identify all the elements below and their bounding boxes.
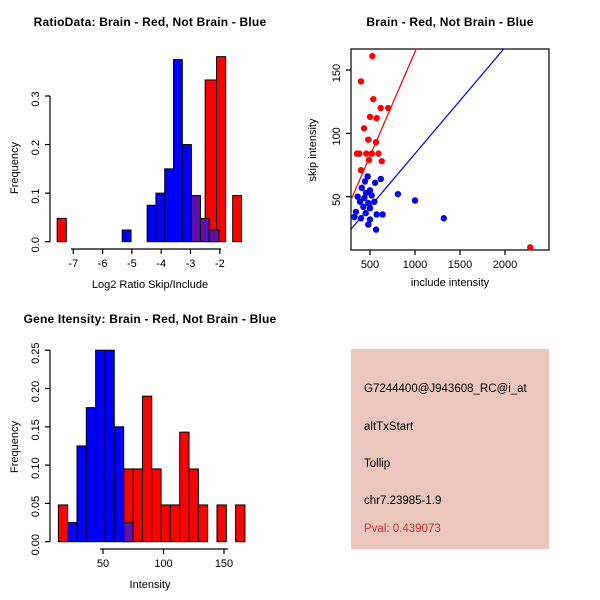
x-tick-label: 500: [360, 259, 380, 271]
brain-histogram-bar: [205, 80, 216, 242]
gene-intensity-histogram-panel: [0, 300, 300, 600]
x-tick-label: -6: [97, 258, 108, 270]
overlap-histogram-bar: [209, 230, 219, 242]
brain-point: [385, 105, 391, 111]
not-brain-histogram-bar: [156, 193, 165, 242]
gene-histogram-xlabel: Intensity: [129, 579, 171, 591]
brain-point: [358, 78, 364, 84]
brain-histogram-bar: [198, 505, 207, 542]
x-tick-label: 150: [214, 558, 234, 570]
pvalue: Pval: 0.439073: [364, 523, 441, 535]
genomic-location: chr7.23985-1.9: [364, 495, 442, 507]
brain-point: [361, 125, 367, 131]
info-panel: [351, 349, 549, 549]
brain-histogram-bar: [180, 432, 189, 542]
y-tick-label: 0.05: [30, 495, 42, 518]
brain-point: [375, 150, 381, 156]
ratio-histogram-ylabel: Frequency: [9, 142, 21, 194]
brain-point: [366, 157, 372, 163]
not-brain-point: [371, 199, 377, 205]
not-brain-histogram-bar: [68, 523, 77, 542]
x-tick-label: 1500: [447, 259, 473, 271]
x-tick-label: -5: [127, 258, 137, 270]
overlap-histogram-bar: [124, 523, 133, 542]
brain-point: [378, 105, 384, 111]
x-tick-label: -2: [214, 258, 225, 270]
brain-histogram-bar: [189, 469, 198, 542]
x-tick-label: 1000: [402, 259, 428, 271]
event-type: altTxStart: [364, 421, 414, 433]
not-brain-histogram-bar: [77, 446, 86, 542]
x-tick-label: 50: [96, 558, 110, 570]
not-brain-point: [369, 192, 375, 198]
y-tick-label: 0.10: [30, 457, 42, 479]
not-brain-histogram-bar: [174, 60, 183, 242]
not-brain-point: [367, 216, 373, 222]
y-tick-label: 0.2: [30, 139, 42, 156]
scatter-title: Brain - Red, Not Brain - Blue: [366, 15, 534, 29]
x-tick-label: 100: [154, 558, 173, 570]
brain-point: [379, 158, 385, 164]
plot-box: [351, 49, 549, 250]
brain-point: [373, 139, 379, 145]
x-tick-label: -7: [68, 258, 79, 270]
brain-point: [370, 96, 376, 102]
not-brain-histogram-bar: [114, 427, 123, 542]
not-brain-histogram-bar: [105, 350, 114, 542]
brain-histogram-bar: [161, 505, 170, 542]
brain-histogram-bar: [217, 505, 226, 542]
brain-histogram-bar: [233, 196, 242, 242]
y-tick-label: 50: [331, 193, 343, 206]
brain-point: [369, 150, 375, 156]
brain-histogram-bar: [236, 505, 245, 542]
not-brain-point: [412, 197, 418, 203]
not-brain-point: [372, 180, 378, 186]
brain-histogram-bar: [57, 218, 66, 241]
overlap-histogram-bar: [200, 218, 209, 241]
brain-fit-line: [351, 48, 416, 199]
not-brain-histogram-bar: [86, 408, 95, 542]
scatter-ylabel: skip intensity: [307, 118, 319, 182]
not-brain-point: [358, 215, 364, 221]
brain-histogram-bar: [142, 396, 151, 542]
not-brain-point: [353, 209, 359, 215]
brain-histogram-bar: [152, 469, 161, 542]
y-tick-label: 0.20: [30, 380, 42, 403]
brain-point: [358, 167, 364, 173]
scatter-xlabel: include intensity: [410, 277, 490, 289]
y-tick-label: 0.00: [30, 533, 42, 556]
scatter-panel: [300, 0, 600, 300]
y-tick-label: 150: [331, 63, 343, 83]
not-brain-point: [373, 211, 379, 217]
probe-id: G7244400@J943608_RC@i_at: [364, 383, 527, 395]
ratio-histogram-panel: [0, 0, 300, 300]
brain-point: [356, 150, 362, 156]
x-tick-label: -3: [185, 258, 196, 270]
gene-name: Tollip: [364, 458, 391, 470]
gene-histogram-title: Gene Itensity: Brain - Red, Not Brain - Blue: [23, 312, 277, 326]
y-tick-label: 0.3: [30, 91, 42, 107]
brain-histogram-bar: [217, 57, 226, 242]
y-tick-label: 0.25: [30, 342, 42, 364]
brain-histogram-bar: [170, 505, 179, 542]
gene-histogram-ylabel: Frequency: [9, 421, 21, 473]
ratio-histogram-title: RatioData: Brain - Red, Not Brain - Blue: [33, 15, 267, 29]
not-brain-histogram-bar: [96, 350, 105, 542]
not-brain-point: [359, 185, 365, 191]
not-brain-point: [364, 173, 370, 179]
brain-histogram-bar: [58, 505, 67, 542]
not-brain-point: [395, 191, 401, 197]
brain-point: [527, 244, 533, 250]
y-tick-label: 0.0: [30, 237, 42, 253]
not-brain-histogram-bar: [147, 205, 156, 241]
not-brain-point: [441, 215, 447, 221]
x-tick-label: -4: [156, 258, 167, 270]
brain-point: [373, 115, 379, 121]
not-brain-point: [362, 210, 368, 216]
not-brain-point: [373, 226, 379, 232]
not-brain-histogram-bar: [165, 169, 174, 242]
not-brain-histogram-bar: [122, 230, 131, 242]
x-tick-label: 2000: [492, 259, 518, 271]
brain-point: [365, 136, 371, 142]
y-tick-label: 0.1: [30, 188, 42, 204]
brain-point: [369, 53, 375, 59]
not-brain-point: [378, 176, 384, 182]
overlap-histogram-bar: [191, 196, 200, 242]
brain-point: [367, 114, 373, 120]
y-tick-label: 100: [331, 127, 343, 146]
y-tick-label: 0.15: [30, 419, 42, 441]
not-brain-histogram-bar: [182, 145, 191, 242]
ratio-histogram-xlabel: Log2 Ratio Skip/Include: [91, 279, 209, 291]
brain-histogram-bar: [133, 469, 142, 542]
not-brain-point: [367, 205, 373, 211]
not-brain-point: [379, 211, 385, 217]
